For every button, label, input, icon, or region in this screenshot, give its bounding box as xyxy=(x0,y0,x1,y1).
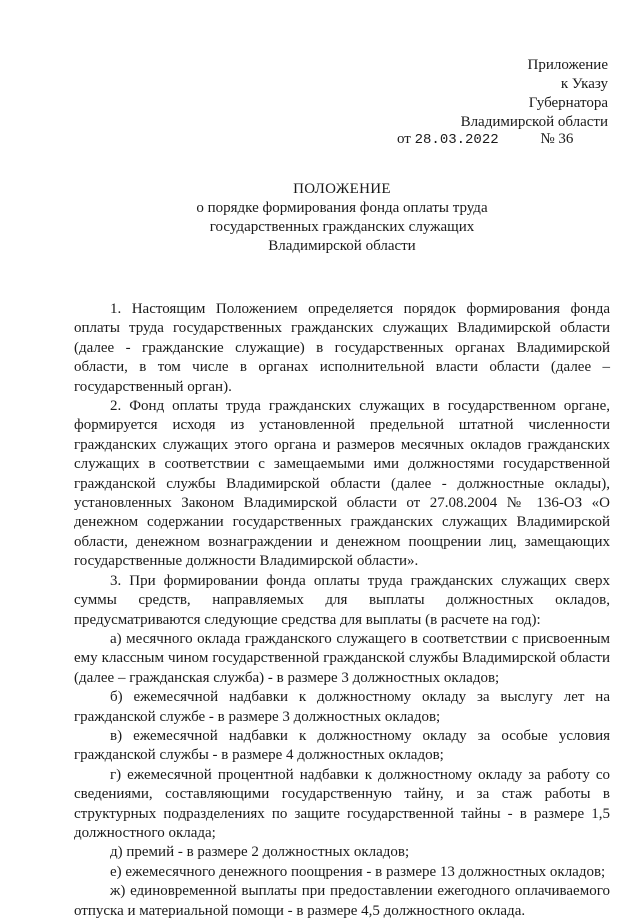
annex-label: Приложение xyxy=(527,57,608,73)
annex-governor: Губернатора xyxy=(528,95,608,111)
date-prefix: от xyxy=(397,131,411,147)
document-title xyxy=(74,180,610,256)
annex-region: Владимирской области xyxy=(460,114,608,130)
list-item-e: е) ежемесячного денежного поощрения - в размере 13 должностных окладов; xyxy=(110,863,606,880)
paragraph-2: 2. Фонд оплаты труда гражданских служащих в государственном органе, формируется исходя из установленной предельной штатной численности гражданских служащих этого органа и размеров месячных окладов гражданских служащих в соответствии с замещаемыми ими должностями государственной гражданской службы Владимирской области (далее - должностные оклады), установленных Законом Владимирской области от 27.08.2004 № 136-ОЗ «О денежном содержании государственных гражданских служащих Владимирской области, денежном вознаграждении и денежном поощрении лиц, замещающих государственные должности Владимирской области». xyxy=(74,398,610,570)
annex-header xyxy=(388,56,608,132)
title-line-3: Владимирской области xyxy=(268,238,416,254)
list-item-d: д) премий - в размере 2 должностных окладов; xyxy=(110,844,410,861)
paragraph-1: 1. Настоящим Положением определяется порядок формирования фонда оплаты труда государственных гражданских служащих Владимирской области (далее - гражданские служащие) в государственных органах Владимирской области, в том числе в органах исполнительной власти области (далее – государственный орган). xyxy=(74,301,610,395)
title-line-1: о порядке формирования фонда оплаты труда xyxy=(196,200,488,216)
list-item-zh: ж) единовременной выплаты при предоставлении ежегодного оплачиваемого отпуска и материальной помощи - в размере 4,5 должностного оклада. xyxy=(74,883,610,919)
title-main: ПОЛОЖЕНИЕ xyxy=(293,181,391,197)
decree-date: 28.03.2022 xyxy=(414,132,499,148)
document-body xyxy=(74,300,610,921)
annex-decree-ref: к Указу xyxy=(560,76,608,92)
list-item-g: г) ежемесячной процентной надбавки к должностному окладу за работу со сведениями, составляющими государственную тайну, и за стаж работы в структурных подразделениях по защите государственной тайны - в размере 1,5 должностного оклада; xyxy=(74,766,610,841)
paragraph-3: 3. При формировании фонда оплаты труда гражданских служащих сверх суммы средств, направляемых для выплаты должностных окладов, предусматриваются следующие средства для выплаты (в расчете на год): xyxy=(74,572,610,628)
annex-date-line xyxy=(397,130,573,150)
list-item-a: а) месячного оклада гражданского служащего в соответствии с присвоенным ему классным чином государственной гражданской службы Владимирской области (далее – гражданская служба) - в размере 3 должностных окладов; xyxy=(74,630,610,686)
decree-number: № 36 xyxy=(540,131,574,147)
list-item-b: б) ежемесячной надбавки к должностному окладу за выслугу лет на гражданской службе - в размере 3 должностных окладов; xyxy=(74,689,610,725)
list-item-v: в) ежемесячной надбавки к должностному окладу за особые условия гражданской службы - в размере 4 должностных окладов; xyxy=(74,727,610,764)
title-line-2: государственных гражданских служащих xyxy=(209,219,475,235)
